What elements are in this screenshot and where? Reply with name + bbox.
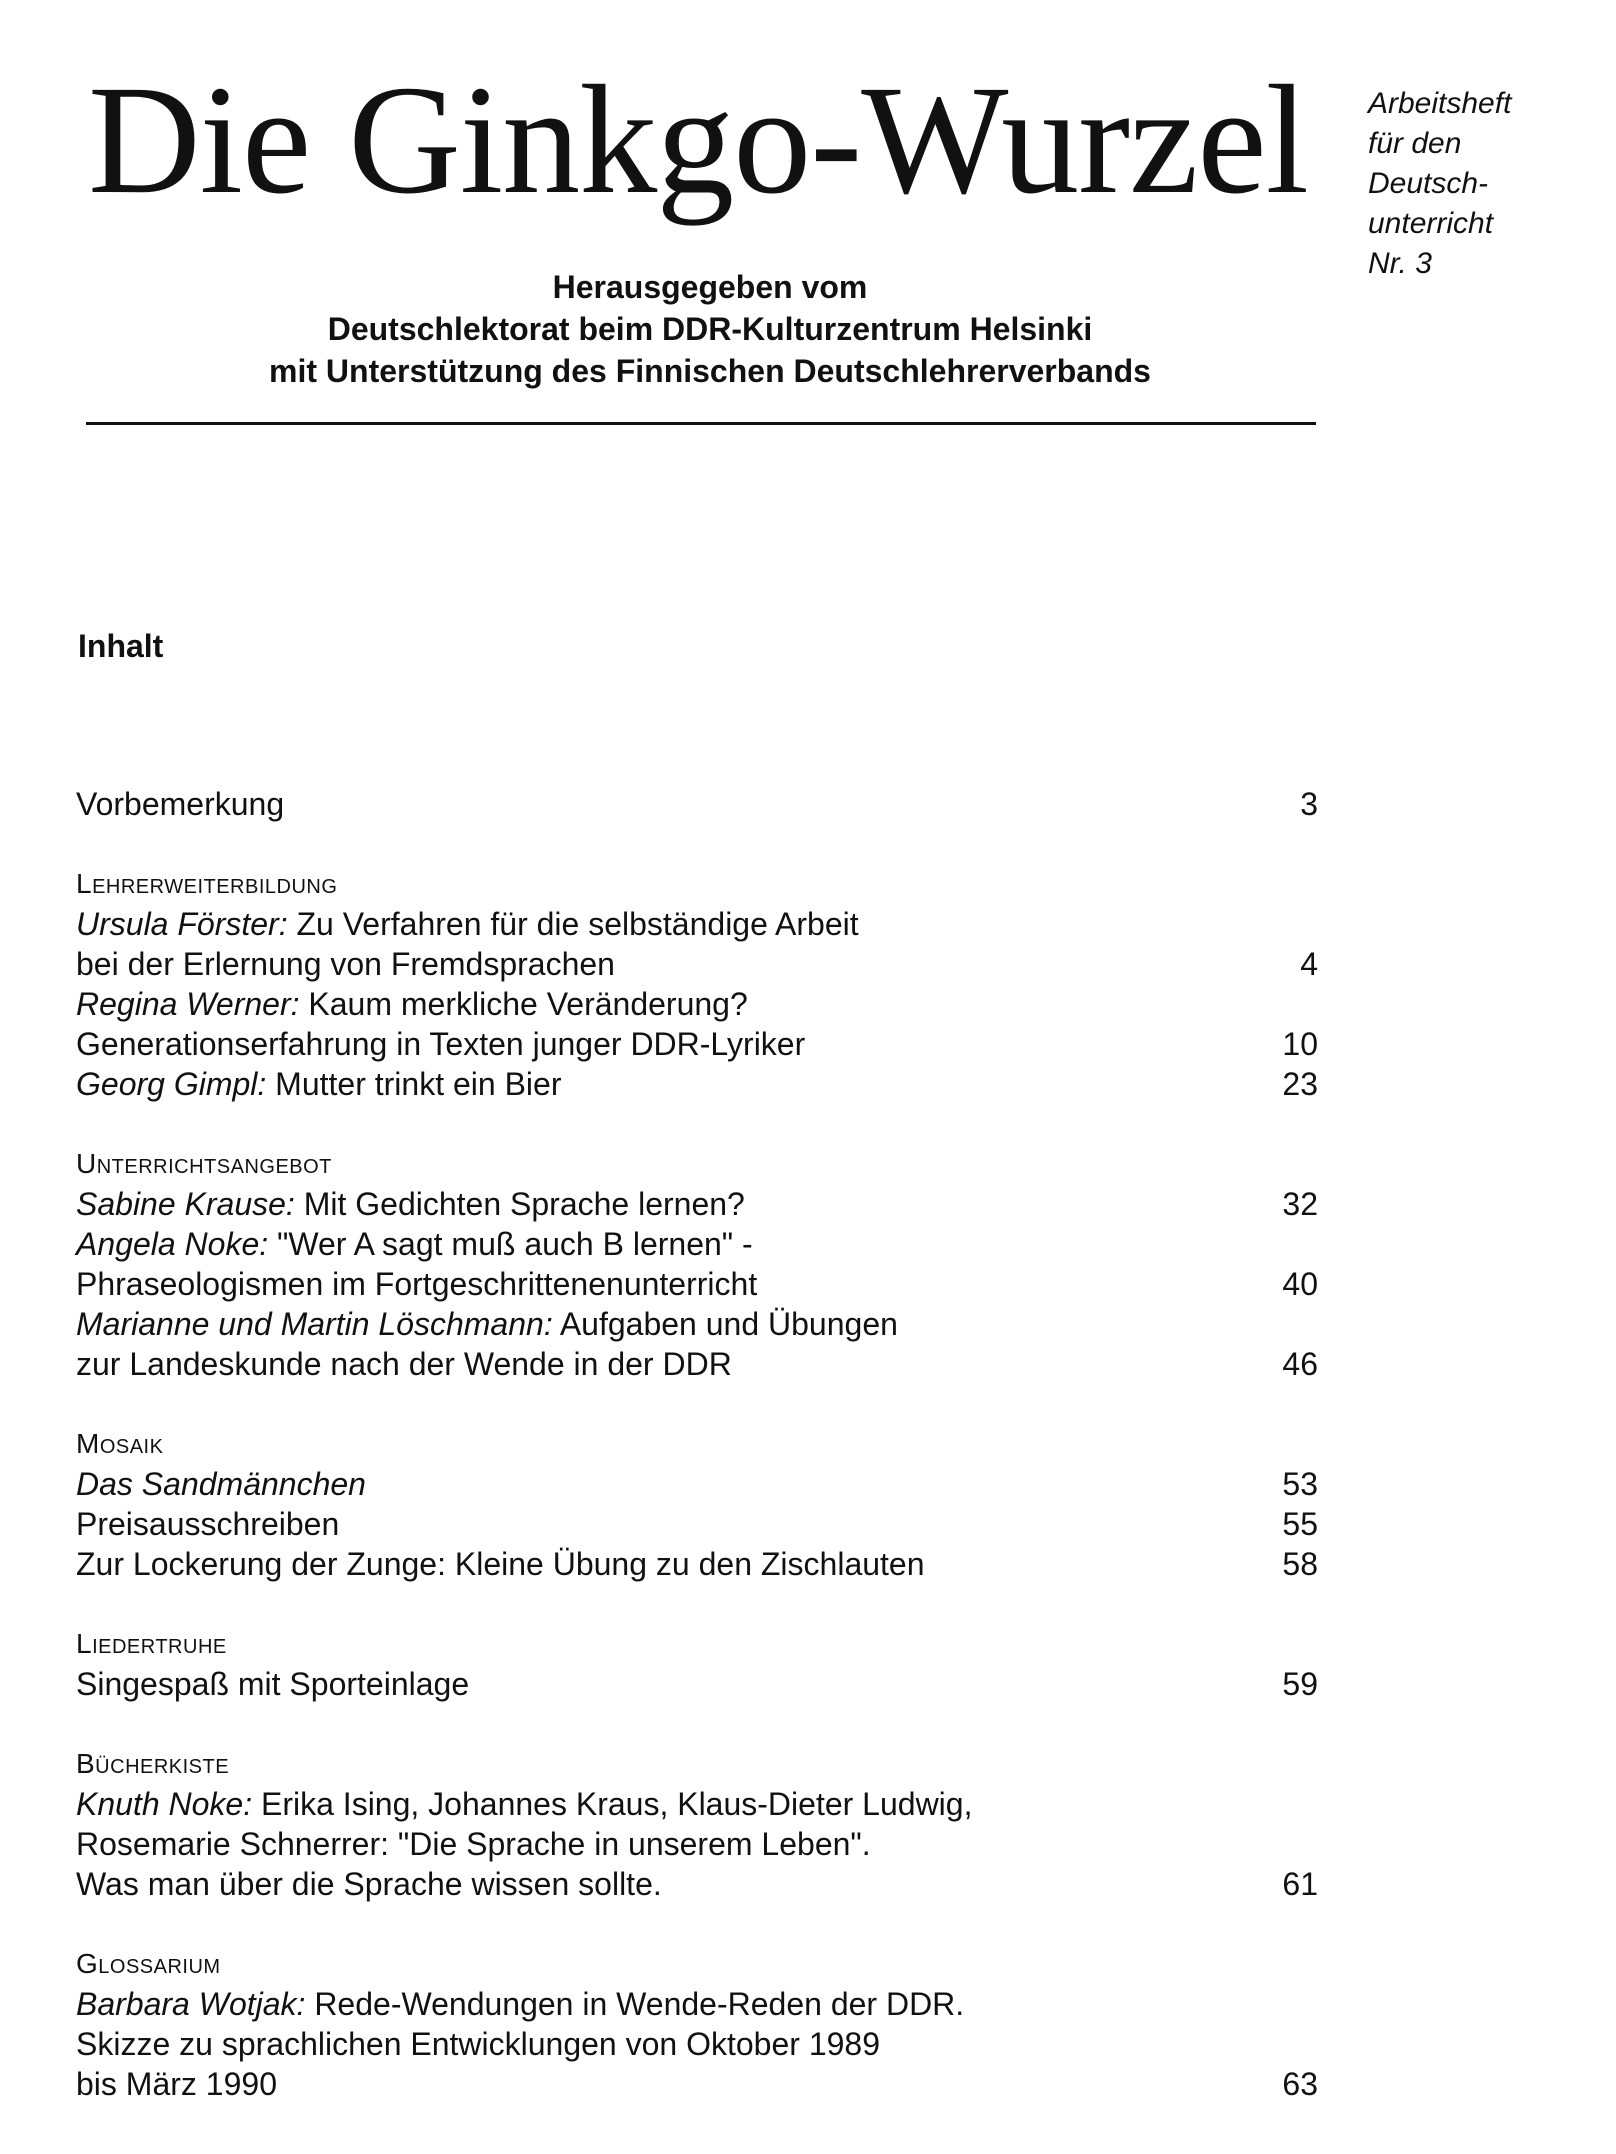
toc-entry (76, 904, 1318, 944)
toc-section (76, 864, 1318, 1104)
header-divider (86, 422, 1316, 425)
toc-entry-title: Rede-Wendungen in Wende-Reden der DDR. (305, 1986, 965, 2022)
toc-entry-title: Phraseologismen im Fortgeschrittenenunterricht (76, 1266, 758, 1302)
toc-entry-title: Mit Gedichten Sprache lernen? (294, 1186, 745, 1222)
toc-entry-author: Angela Noke: (76, 1226, 269, 1262)
toc-section-heading: Mosaik (76, 1428, 164, 1459)
toc-entry-title: Preisausschreiben (76, 1506, 340, 1542)
publisher-line: Herausgegeben vom (552, 269, 868, 305)
toc-entry (76, 1224, 1318, 1264)
toc-page-number: 10 (1282, 1026, 1318, 1062)
toc-page-number: 59 (1282, 1666, 1318, 1702)
toc-entry-title: "Wer A sagt muß auch B lernen" - (268, 1226, 753, 1262)
toc-entry (76, 1064, 1318, 1104)
toc-section-heading: Glossarium (76, 1948, 221, 1979)
toc-entry-title: Zu Verfahren für die selbständige Arbeit (287, 906, 859, 942)
toc-entry-author: Sabine Krause: (76, 1186, 295, 1222)
toc-entry-author: Das Sandmännchen (76, 1466, 366, 1502)
toc-page-number: 61 (1282, 1866, 1318, 1902)
toc-section (76, 1624, 1318, 1704)
issue-info-line: unterricht (1368, 207, 1494, 240)
toc-section-heading: Lehrerweiterbildung (76, 868, 338, 899)
toc-section (76, 1944, 1318, 2104)
toc-entry (76, 1984, 1318, 2024)
table-of-contents (76, 784, 1318, 2104)
toc-entry (76, 1784, 1318, 1824)
toc-entry-title: Erika Ising, Johannes Kraus, Klaus-Dieter Ludwig, (252, 1786, 973, 1822)
toc-entry (76, 2024, 1318, 2064)
toc-entry (76, 784, 1318, 824)
publisher-line: mit Unterstützung des Finnischen Deutschlehrerverbands (269, 353, 1151, 389)
toc-section-heading: Bücherkiste (76, 1748, 230, 1779)
toc-entry-author: Georg Gimpl: (76, 1066, 267, 1102)
toc-entry-title: Vorbemerkung (76, 786, 285, 822)
toc-entry-title: zur Landeskunde nach der Wende in der DDR (76, 1346, 732, 1382)
toc-entry-title: Rosemarie Schnerrer: "Die Sprache in unserem Leben". (76, 1826, 871, 1862)
contents-heading: Inhalt (78, 628, 164, 664)
toc-entry (76, 1184, 1318, 1224)
toc-entry (76, 2064, 1318, 2104)
toc-entry (76, 1504, 1318, 1544)
issue-info-line: Deutsch- (1368, 167, 1489, 200)
toc-entry-title: bei der Erlernung von Fremdsprachen (76, 946, 615, 982)
toc-entry-title: Kaum merkliche Veränderung? (299, 986, 748, 1022)
toc-entry (76, 1024, 1318, 1064)
toc-page-number: 58 (1282, 1546, 1318, 1582)
toc-entry (76, 1344, 1318, 1384)
toc-page-number: 3 (1300, 786, 1318, 822)
toc-entry-title: Generationserfahrung in Texten junger DDR-Lyriker (76, 1026, 806, 1062)
toc-entry-author: Regina Werner: (76, 986, 300, 1022)
toc-page-number: 40 (1282, 1266, 1318, 1302)
toc-entry (76, 944, 1318, 984)
toc-page-number: 63 (1282, 2066, 1318, 2102)
toc-section (76, 1744, 1318, 1904)
toc-section (76, 1424, 1318, 1584)
publisher-line: Deutschlektorat beim DDR-Kulturzentrum Helsinki (327, 311, 1093, 347)
toc-entry-author: Ursula Förster: (76, 906, 288, 942)
toc-entry-title: Zur Lockerung der Zunge: Kleine Übung zu den Zischlauten (76, 1546, 925, 1582)
toc-section-heading: Liedertruhe (76, 1628, 227, 1659)
toc-page-number: 46 (1282, 1346, 1318, 1382)
toc-section-heading: Unterrichtsangebot (76, 1148, 332, 1179)
publisher-block (90, 266, 1330, 392)
toc-entry-title: Skizze zu sprachlichen Entwicklungen von Oktober 1989 (76, 2026, 880, 2062)
toc-page-number: 55 (1282, 1506, 1318, 1542)
toc-entry (76, 1544, 1318, 1584)
toc-entry (76, 1304, 1318, 1344)
toc-entry-title: Was man über die Sprache wissen sollte. (76, 1866, 662, 1902)
magazine-title: Die Ginkgo-Wurzel (88, 53, 1308, 226)
toc-section (76, 1144, 1318, 1384)
toc-entry (76, 984, 1318, 1024)
toc-page-number: 23 (1282, 1066, 1318, 1102)
toc-entry-title: Singespaß mit Sporteinlage (76, 1666, 470, 1702)
toc-entry (76, 1824, 1318, 1864)
toc-entry (76, 1864, 1318, 1904)
toc-entry (76, 1264, 1318, 1304)
toc-page-number: 4 (1300, 946, 1318, 982)
issue-info-line: Nr. 3 (1368, 247, 1432, 280)
toc-page-number: 32 (1282, 1186, 1318, 1222)
toc-entry-author: Barbara Wotjak: (76, 1986, 306, 2022)
toc-entry-author: Knuth Noke: (76, 1786, 253, 1822)
toc-entry (76, 1664, 1318, 1704)
issue-info (1368, 84, 1608, 284)
issue-info-line: Arbeitsheft (1368, 87, 1512, 120)
toc-entry-title: Aufgaben und Übungen (552, 1306, 898, 1342)
toc-entry (76, 1464, 1318, 1504)
toc-entry-author: Marianne und Martin Löschmann: (76, 1306, 553, 1342)
toc-page-number: 53 (1282, 1466, 1318, 1502)
toc-entry-title: Mutter trinkt ein Bier (266, 1066, 562, 1102)
issue-info-line: für den (1368, 127, 1462, 160)
toc-entry-title: bis März 1990 (76, 2066, 277, 2102)
